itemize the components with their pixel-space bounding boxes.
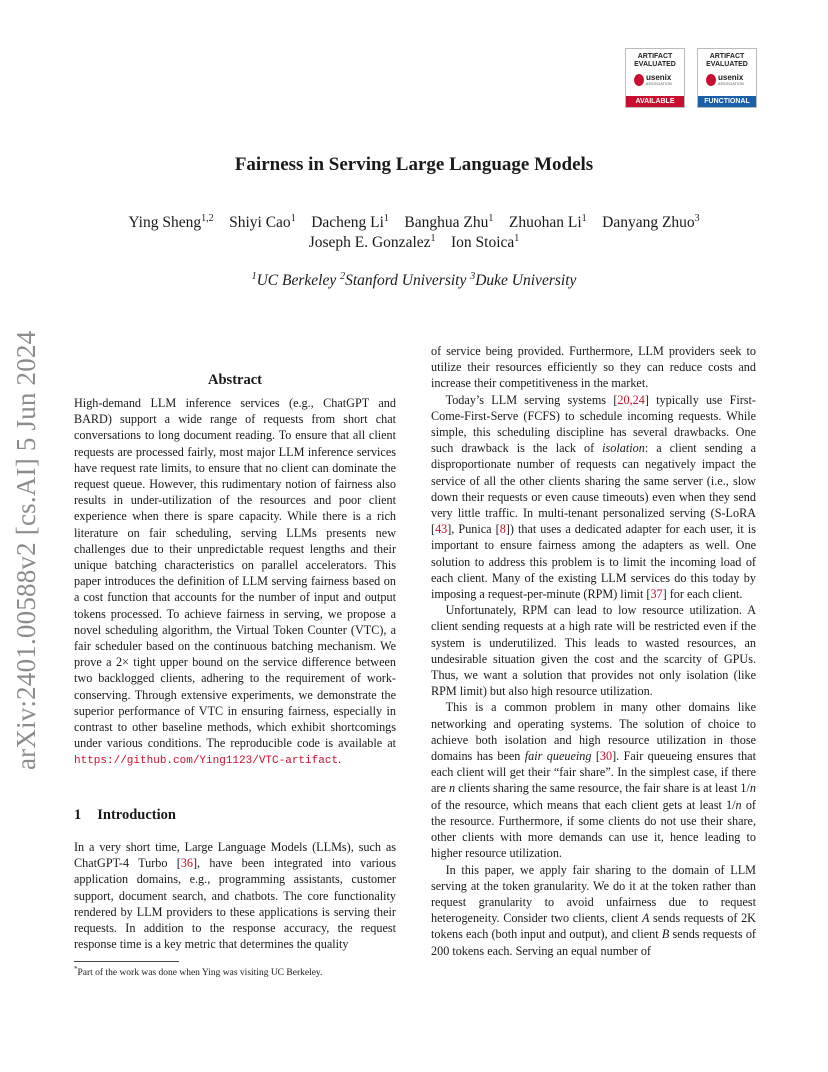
citation-link[interactable]: 24: [632, 392, 645, 407]
badge-line1: ARTIFACT: [709, 53, 745, 60]
usenix-mark-icon: [634, 74, 644, 86]
author: Banghua Zhu$^1$: [404, 213, 494, 232]
badge-status-available: AVAILABLE: [626, 96, 684, 107]
affiliations: $^1$UC Berkeley $^2$Stanford University $^3$Duke University: [251, 271, 577, 290]
badge-line1: ARTIFACT: [637, 53, 673, 60]
paragraph: Today’s LLM serving systems [20,24] typically use First-Come-First-Serve (FCFS) to schedule incoming requests. While simple, this scheduling discipline has several drawbacks. One such drawback is the lack of isolation: a client sending a disproportionate number of requests can negatively impact the service of all the other clients sharing the same server (i.e., slow down their requests or even cause timeouts) even when they send very little traffic. In multi-tenant personalized serving (S-LoRA [43], Punica [8]) that uses a dedicated adapter for each user, it is important to ensure fairness among the adapters as well. One solution to address this problem is to limit the incoming load of each client. Many of the existing LLM services do this today by imposing a request-per-minute (RPM) limit [37] for each client.: [431, 392, 756, 602]
author: Danyang Zhuo$^3$: [602, 213, 700, 232]
citation-link[interactable]: 43: [435, 522, 448, 537]
author: Ying Sheng$^{1,2}$: [128, 213, 214, 232]
footnote: *Part of the work was done when Ying was visiting UC Berkeley.: [74, 965, 323, 979]
author: Dacheng Li$^1$: [311, 213, 389, 232]
section-heading-introduction: 1 Introduction: [74, 807, 176, 823]
citation-link[interactable]: 20: [617, 392, 630, 407]
footnote-rule: [74, 961, 179, 962]
usenix-logo: [626, 71, 684, 91]
paragraph: In this paper, we apply fair sharing to the domain of LLM serving at the token granularity. We do it at the token rather than request granularity to avoid unfairness due to request heterogeneity. Consider two clients, client A sends requests of 2K tokens each (both input and output), and client B sends requests of 200 tokens each. Serving an equal number of: [431, 862, 756, 958]
citation-link[interactable]: 36: [180, 856, 193, 871]
badge-status-functional: FUNCTIONAL: [698, 96, 756, 107]
author: Shiyi Cao$^1$: [229, 213, 296, 232]
intro-paragraph-1: In a very short time, Large Language Models (LLMs), such as ChatGPT-4 Turbo [36], have been integrated into various application domains, e.g., programming assistants, customer support, document search, and chatbots. The core functionality rendered by LLM providers to these applications is serving their requests. In addition to the response accuracy, the request response time is a key metric that determines the quality: [74, 840, 396, 952]
usenix-mark-icon: [706, 74, 716, 86]
badge-line2: EVALUATED: [634, 61, 676, 68]
usenix-wordmark: usenix: [718, 73, 744, 82]
usenix-association: ASSOCIATION: [718, 82, 744, 86]
author: Zhuohan Li$^1$: [508, 213, 587, 232]
citation-link[interactable]: 30: [599, 749, 613, 764]
paragraph: of service being provided. Furthermore, LLM providers seek to utilize their resources efficiently so they can reduce costs and increase their competitiveness in the market.: [431, 344, 756, 391]
usenix-association: ASSOCIATION: [646, 82, 672, 86]
authors-line-2: [0, 233, 828, 252]
citation-link[interactable]: 8: [499, 522, 506, 537]
right-column: [431, 343, 756, 959]
artifact-link[interactable]: https://github.com/Ying1123/VTC-artifact: [74, 755, 339, 768]
paper-title: Fairness in Serving Large Language Models: [234, 154, 594, 175]
paragraph: Unfortunately, RPM can lead to low resource utilization. A client sending requests at a high rate will be restricted even if the system is underutilized. This leads to wasted resources, an undesirable situation given the cost and the scarcity of GPUs. Thus, we want a solution that provides not only isolation (like RPM limit) but also high resource utilization.: [431, 603, 756, 699]
abstract-body: High-demand LLM inference services (e.g., ChatGPT and BARD) support a wide range of requests from short chat conversations to long document reading. To ensure that all client requests are processed fairly, most major LLM inference services have request rate limits, to ensure that no client can dominate the request queue. However, this rudimentary notion of fairness also results in under-utilization of the resources and poor client experience when there is spare capacity. While there is a rich literature on fair scheduling, serving LLMs presents new challenges due to their unpredictable request lengths and their unique batching characteristics on parallel accelerators. This paper introduces the definition of LLM serving fairness based on a cost function that accounts for the number of input and output tokens processed. To achieve fairness in serving, we propose a novel scheduling algorithm, the Virtual Token Counter (VTC), a fair scheduler based on the continuous batching mechanism. We prove a 2× tight upper bound on the service difference between two backlogged clients, adhering to the requirement of work-conserving. Through extensive experiments, we demonstrate the superior performance of VTC in ensuring fairness, especially in contrast to other baseline methods, which exhibit shortcomings under various conditions. The reproducible code is available at https://github.com/Ying1123/VTC-artifact.: [74, 396, 396, 768]
badge-line2: EVALUATED: [706, 61, 748, 68]
usenix-wordmark: usenix: [646, 73, 672, 82]
abstract-heading: Abstract: [208, 372, 262, 388]
artifact-functional-badge: [697, 48, 757, 108]
paragraph: This is a common problem in many other domains like networking and operating systems. The solution of choice to achieve both isolation and high resource utilization in those domains has been fair queueing [30]. Fair queueing ensures that each client will get their “fair share”. In the simplest case, if there are n clients sharing the same resource, the fair share is at least 1/n of the resource, which means that each client gets at least 1/n of the resource. Furthermore, if some clients do not use their share, other clients with more demands can use it, hence leading to higher resource utilization.: [431, 700, 756, 861]
arxiv-stamp: arXiv:2401.00588v2 [cs.AI] 5 Jun 2024: [11, 330, 41, 770]
usenix-logo: [698, 71, 756, 91]
citation-link[interactable]: 37: [650, 587, 663, 602]
authors-line-1: [0, 213, 828, 232]
author: Ion Stoica$^1$: [451, 233, 520, 252]
author: Joseph E. Gonzalez$^1$: [308, 233, 436, 252]
artifact-available-badge: [625, 48, 685, 108]
